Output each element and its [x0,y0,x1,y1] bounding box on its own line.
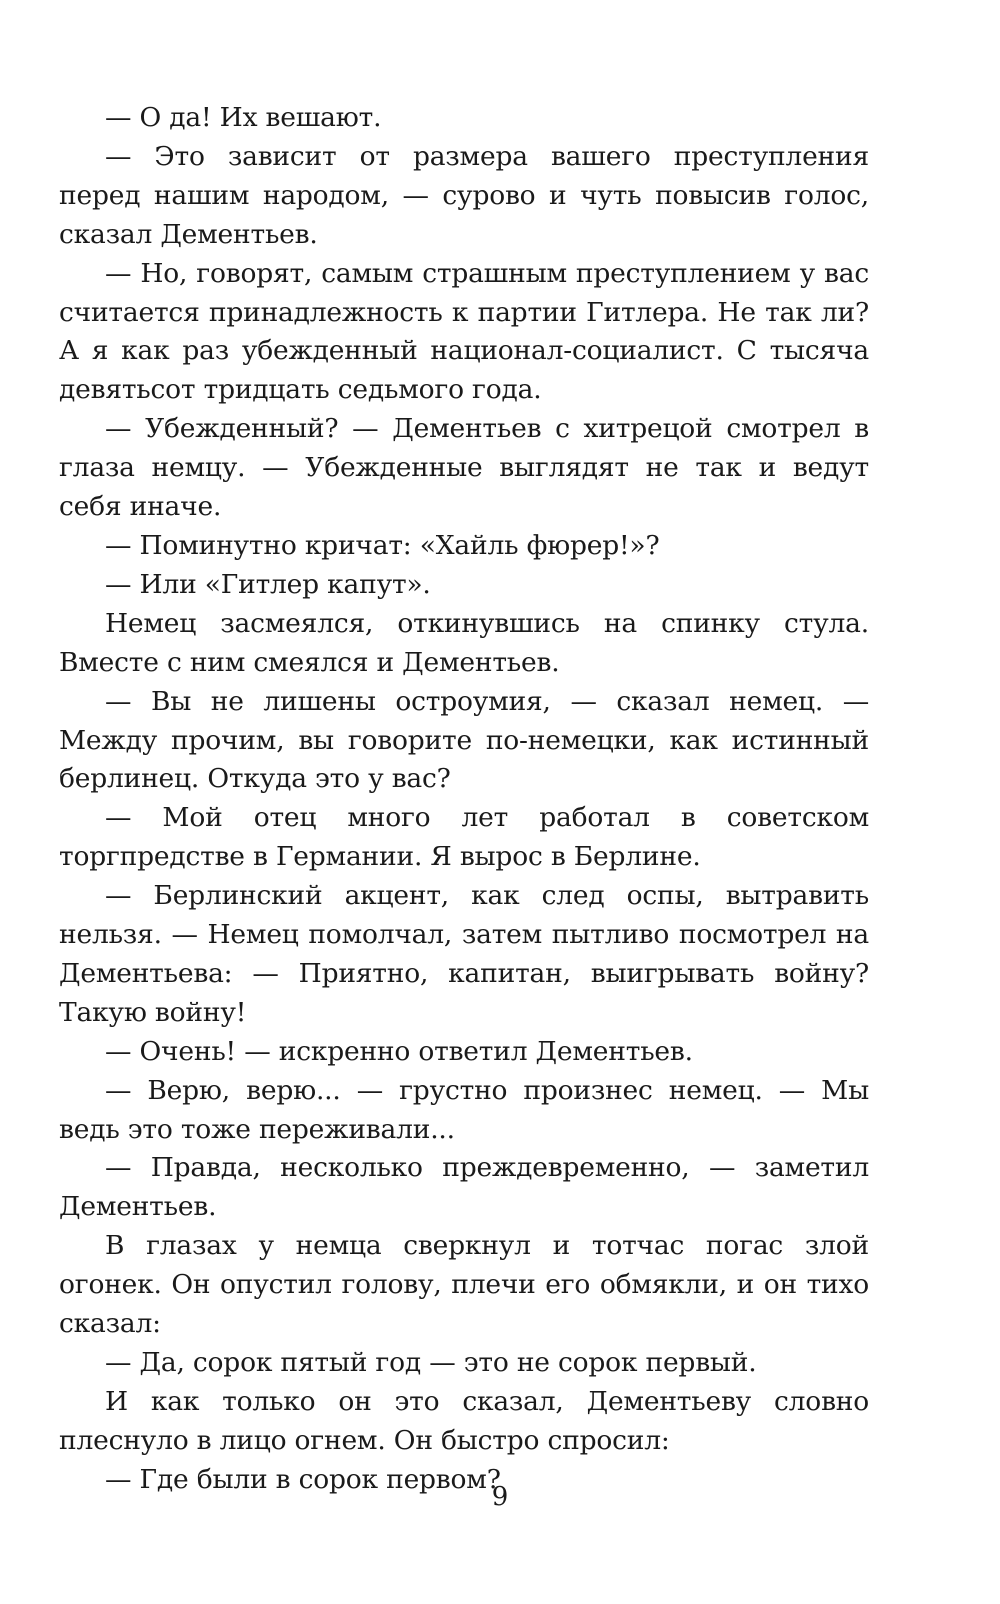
paragraph: В глазах у немца сверкнул и тотчас погас злой огонек. Он опустил голову, плечи его обмякли, и он тихо сказал: [59,1230,869,1340]
paragraph: — Правда, несколько преждевременно, — заметил Дементьев. [59,1152,869,1223]
paragraph: — Поминутно кричат: «Хайль фюрер!»? [105,529,660,561]
paragraph: — Где были в сорок первом? [105,1463,501,1495]
paragraph: — Мой отец много лет работал в советском торгпредстве в Германии. Я вырос в Берлине. [59,802,869,873]
paragraph: — Или «Гитлер капут». [105,568,431,600]
paragraph: Немец засмеялся, откинувшись на спинку стула. Вместе с ним смеялся и Дементьев. [59,607,869,678]
paragraph: — Вы не лишены остроумия, — сказал немец. — Между прочим, вы говорите по-немецки, как истинный берлинец. Откуда это у вас? [59,685,869,795]
paragraph: И как только он это сказал, Дементьеву словно плеснуло в лицо огнем. Он быстро спросил: [59,1385,869,1456]
page-number: 9 [491,1482,509,1512]
body-text [59,99,869,1500]
paragraph: — Верю, верю... — грустно произнес немец. — Мы ведь это тоже переживали... [59,1074,869,1145]
paragraph: — Убежденный? — Дементьев с хитрецой смотрел в глаза немцу. — Убежденные выглядят не так и ведут себя иначе. [59,413,869,523]
paragraph: — Это зависит от размера вашего преступления перед нашим народом, — сурово и чуть повысив голос, сказал Дементьев. [59,140,869,250]
paragraph: — Очень! — искренно ответил Дементьев. [105,1035,693,1067]
paragraph: — Да, сорок пятый год — это не сорок первый. [105,1347,757,1378]
paragraph: — Но, говорят, самым страшным преступлением у вас считается принадлежность к партии Гитлера. Не так ли? А я как раз убежденный национал-социалист. С тысяча девятьсот тридцать седьмого года. [59,257,869,406]
paragraph: — Берлинский акцент, как след оспы, вытравить нельзя. — Немец помолчал, затем пытливо посмотрел на Дементьева: — Приятно, капитан, выигрывать войну? Такую войну! [59,880,869,1028]
paragraph: — О да! Их вешают. [105,102,382,133]
